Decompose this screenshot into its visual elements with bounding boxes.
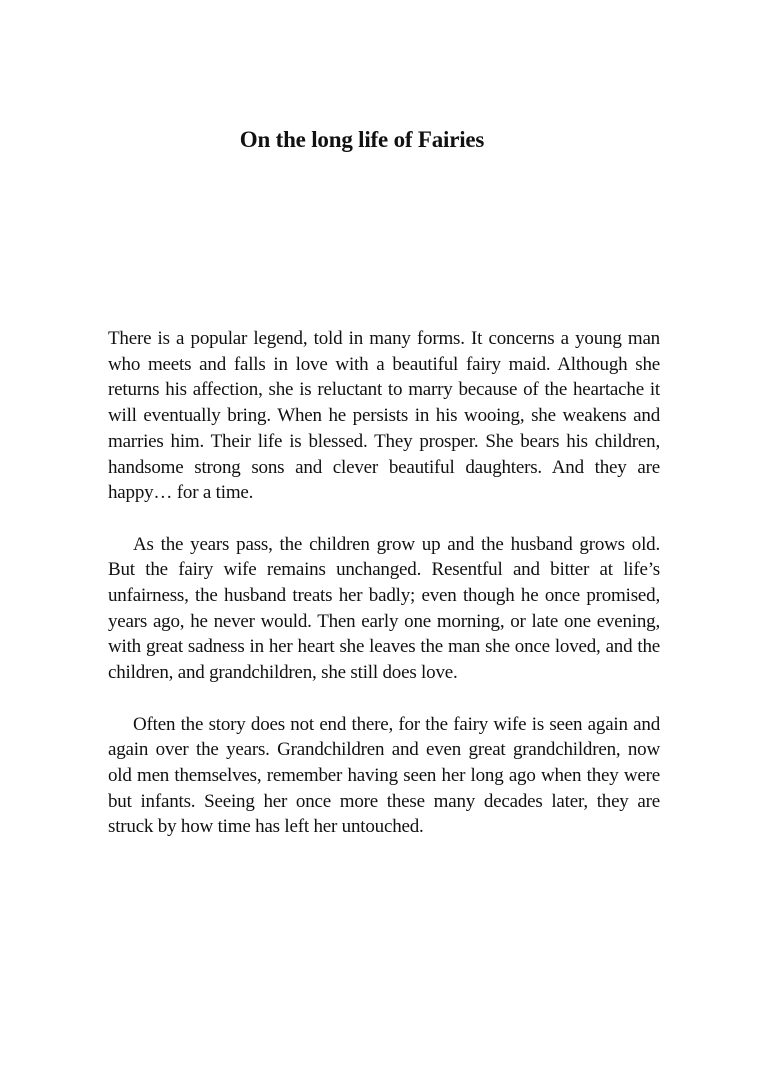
body-text (108, 326, 660, 866)
paragraph-1: There is a popular legend, told in many forms. It concerns a young man who meets and falls in love with a beautiful fairy maid. Although she returns his affection, she is reluctant to marry because of the heartache it will eventually bring. When he persists in his wooing, she weakens and marries him. Their life is blessed. They prosper. She bears his children, handsome strong sons and clever beautiful daughters. And they are happy… for a time. (108, 328, 660, 504)
page-title: On the long life of Fairies (239, 127, 485, 152)
paragraph-2: As the years pass, the children grow up and the husband grows old. But the fairy wife remains unchanged. Resentful and bitter at life’s unfairness, the husband treats her badly; even though he once promised, years ago, he never would. Then early one morning, or late one evening, with great sadness in her heart she leaves the man she once loved, and the children, and grandchildren, she still does love. (108, 533, 660, 684)
paragraph-3: Often the story does not end there, for the fairy wife is seen again and again over the years. Grandchildren and even great grandchildren, now old men themselves, remember having seen her long ago when they were but infants. Seeing her once more these many decades later, they are struck by how time has left her untouched. (108, 713, 660, 838)
